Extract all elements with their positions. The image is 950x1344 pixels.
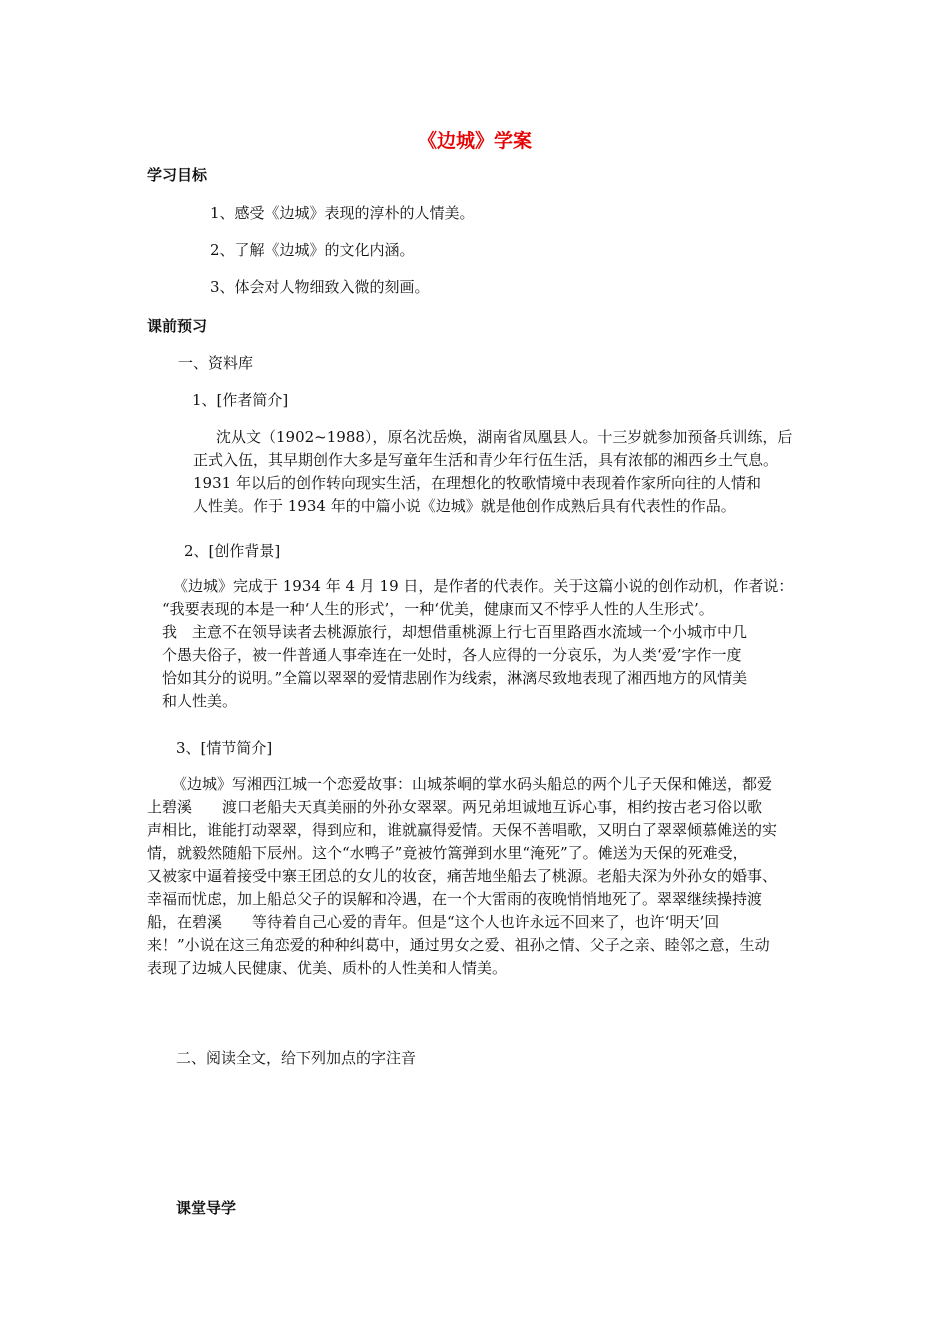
preview-heading: 课前预习: [147, 317, 208, 335]
classroom-heading: 课堂导学: [176, 1199, 237, 1217]
paragraph-line: 恰如其分的说明。”全篇以翠翠的爱情悲剧作为线索，淋漓尽致地表现了湘西地方的风情美: [162, 669, 748, 687]
paragraph-line: 1931 年以后的创作转向现实生活，在理想化的牧歌情境中表现着作家所向往的人情和: [193, 474, 761, 492]
objectives-heading: 学习目标: [147, 166, 208, 184]
paragraph-line: 《边城》写湘西江城一个恋爱故事：山城茶峒的掌水码头船总的两个儿子天保和傩送，都爱: [172, 775, 773, 793]
paragraph-line: 又被家中逼着接受中寨王团总的女儿的妆奁，痛苦地坐船去了桃源。老船夫深为外孙女的婚事、: [147, 867, 778, 885]
paragraph-line: 我 主意不在领导读者去桃源旅行，却想借重桃源上行七百里路酉水流域一个小城市中几: [162, 623, 748, 641]
background-paragraph: [162, 575, 793, 713]
paragraph-line: 声相比，谁能打动翠翠，得到应和，谁就赢得爱情。天保不善唱歌，又明白了翠翠倾慕傩送的实: [147, 821, 778, 839]
plot-label: 3、[情节简介]: [176, 739, 273, 757]
paragraph-line: 正式入伍，其早期创作大多是写童年生活和青少年行伍生活，具有浓郁的湘西乡土气息。: [193, 451, 779, 469]
paragraph-line: 人性美。作于 1934 年的中篇小说《边城》就是他创作成熟后具有代表性的作品。: [193, 497, 736, 515]
author-intro-paragraph: [193, 426, 792, 518]
paragraph-line: 《边城》完成于 1934 年 4 月 19 日，是作者的代表作。关于这篇小说的创作动机，作者说：: [173, 577, 794, 595]
plot-paragraph: [147, 773, 777, 980]
objective-item: 1、感受《边城》表现的淳朴的人情美。: [210, 204, 475, 222]
paragraph-line: 来！”小说在这三角恋爱的种种纠葛中，通过男女之爱、祖孙之情、父子之亲、睦邻之意，生动: [147, 936, 770, 954]
paragraph-line: 表现了边城人民健康、优美、质朴的人性美和人情美。: [147, 959, 508, 977]
author-intro-label: 1、[作者简介]: [192, 391, 289, 409]
section-heading: 一、资料库: [178, 354, 254, 372]
paragraph-line: 和人性美。: [162, 692, 238, 710]
paragraph-line: 情，就毅然随船下辰州。这个“水鸭子”竟被竹篙弹到水里“淹死”了。傩送为天保的死难受，: [147, 844, 748, 862]
objective-item: 3、体会对人物细致入微的刻画。: [210, 278, 430, 296]
paragraph-line: 个愚夫俗子，被一件普通人事牵连在一处时，各人应得的一分哀乐，为人类‘爱’字作一度: [162, 646, 742, 664]
section-heading: 二、阅读全文，给下列加点的字注音: [176, 1049, 417, 1067]
paragraph-line: 船，在碧溪 等待着自己心爱的青年。但是“这个人也许永远不回来了，也许‘明天’回: [147, 913, 720, 931]
background-label: 2、[创作背景]: [184, 542, 281, 560]
paragraph-line: 沈从文（1902~1988），原名沈岳焕，湖南省凤凰县人。十三岁就参加预备兵训练，后: [216, 428, 793, 446]
paragraph-line: 幸福而忧虑，加上船总父子的误解和冷遇，在一个大雷雨的夜晚悄悄地死了。翠翠继续操持渡: [147, 890, 763, 908]
document-title: 《边城》学案: [417, 130, 532, 152]
paragraph-line: 上碧溪 渡口老船夫天真美丽的外孙女翠翠。两兄弟坦诚地互诉心事，相约按古老习俗以歌: [147, 798, 763, 816]
paragraph-line: “我要表现的本是一种‘人生的形式’，一种‘优美，健康而又不悖乎人性的人生形式’。: [162, 600, 714, 618]
objective-item: 2、了解《边城》的文化内涵。: [210, 241, 415, 259]
